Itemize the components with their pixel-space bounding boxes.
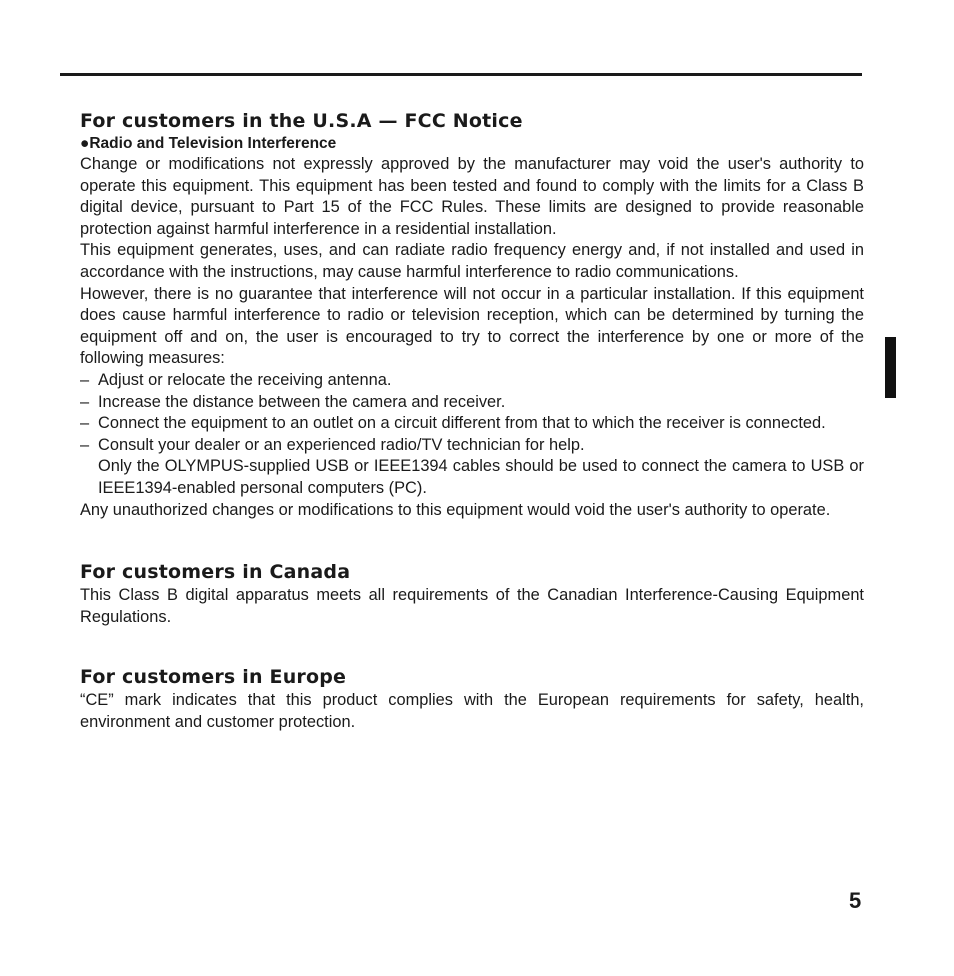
fcc-heading: For customers in the U.S.A — FCC Notice [80,110,523,132]
section-europe [80,664,864,733]
fcc-subheading: ●Radio and Television Interference [80,135,337,152]
page-content [80,108,864,733]
top-rule [60,73,862,76]
measure-item: – Connect the equipment to an outlet on a circuit different from that to which the receiver is connected. [80,413,864,435]
measure-item: – Consult your dealer or an experienced radio/TV technician for help. [80,435,864,457]
section-fcc [80,108,864,521]
page-number: 5 [849,888,862,913]
measure-item: – Adjust or relocate the receiving antenna. [80,370,864,392]
fcc-paragraph-1: Change or modifications not expressly approved by the manufacturer may void the user's authority to operate this equipment. This equipment has been tested and found to comply with the limits for a Class B digital device, pursuant to Part 15 of the FCC Rules. These limits are designed to provide reasonable protection against harmful interference in a residential installation. [80,155,864,238]
canada-text: This Class B digital apparatus meets all requirements of the Canadian Interference-Causing Equipment Regulations. [80,586,864,626]
europe-text: “CE” mark indicates that this product complies with the European requirements for safety, health, environment and customer protection. [80,691,864,731]
section-canada [80,559,864,628]
fcc-paragraph-3: However, there is no guarantee that interference will not occur in a particular installation. If this equipment does cause harmful interference to radio or television reception, which can be determined by turning the equipment off and on, the user is encouraged to try to correct the interference by one or more of the following measures: [80,284,864,368]
measure-item: – Increase the distance between the camera and receiver. [80,392,864,414]
fcc-paragraph-4: Any unauthorized changes or modifications to this equipment would void the user's authority to operate. [80,500,831,519]
fcc-paragraph-2: This equipment generates, uses, and can radiate radio frequency energy and, if not installed and used in accordance with the instructions, may cause harmful interference to radio communications. [80,241,864,281]
europe-heading: For customers in Europe [80,666,347,689]
cable-note: Only the OLYMPUS-supplied USB or IEEE1394 cables should be used to connect the camera to USB or IEEE1394-enabled personal computers (PC). [98,457,864,497]
canada-heading: For customers in Canada [80,561,351,584]
section-tab-marker [885,337,896,398]
measures-list [80,370,864,456]
